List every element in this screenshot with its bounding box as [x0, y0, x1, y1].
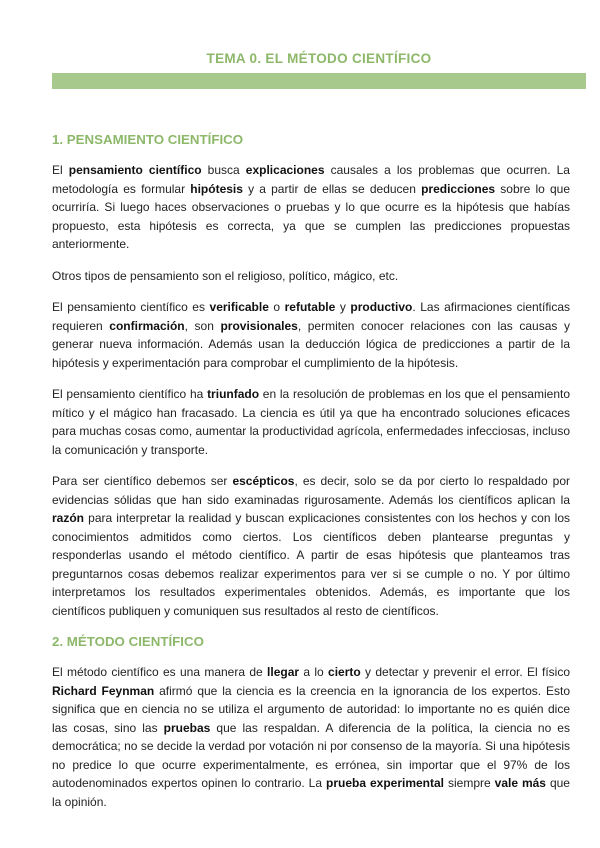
bold-term: predicciones — [421, 181, 496, 196]
paragraph — [52, 161, 570, 254]
text-run: , es decir, solo se da por cierto lo respaldado por evidencias sólidas que han sido examinadas rigurosamente. Además los científicos aplican la — [52, 474, 570, 507]
text-run: El — [52, 163, 69, 177]
document-body — [52, 131, 570, 824]
paragraph — [52, 472, 570, 620]
text-run: siempre — [444, 776, 495, 790]
bold-term: provisionales — [220, 318, 298, 333]
text-run: para interpretar la realidad y buscan explicaciones consistentes con los hechos y con los conocimientos admitidos como ciertos. Los científicos deben plantearse preguntas y responderlas usando el método científico. A partir de esas hipótesis que planteamos tras preguntarnos cosas debemos realizar experimentos para ver si se cumple o no. Y por último interpretamos los resultados experimentales obtenidos. Además, es importante que los científicos publiquen y comuniquen sus resultados al resto de científicos. — [52, 511, 570, 618]
text-run: causales a los problemas que ocurren. La metodología es formular — [52, 163, 570, 196]
bold-term: confirmación — [109, 318, 185, 333]
bold-term: razón — [52, 511, 85, 525]
text-run: y a partir de ellas se deducen — [242, 181, 422, 196]
text-run: que las respaldan. A diferencia de la política, la ciencia no es democrática; no se decide la verdad por votación ni por consenso de la mayoría. Si una hipótesis no predice lo que ocurre experimentalmente, es errónea, sin importar que el 97% de los autodenominados expertos opinen lo contrario. La — [52, 720, 570, 790]
bold-term: verificable — [209, 300, 269, 314]
bold-term: cierto — [328, 665, 361, 679]
section-heading-metodo: 2. MÉTODO CIENTÍFICO — [52, 634, 204, 649]
text-run: Para ser científico debemos ser — [52, 474, 233, 488]
bold-term: explicaciones — [245, 163, 325, 177]
bold-term: triunfado — [207, 387, 260, 401]
bold-term: Richard Feynman — [52, 683, 155, 698]
text-run: en la resolución de problemas en los que el pensamiento mítico y el mágico han fracasado. La ciencia es útil ya que ha encontrado soluciones eficaces para muchas cosas como, aumentar la productividad agrícola, enfermedades infecciosas, incluso la comunicación y transporte. — [52, 387, 570, 457]
paragraph — [52, 298, 570, 372]
bold-term: prueba experimental — [326, 776, 445, 790]
bold-term: escépticos — [232, 474, 295, 488]
paragraph — [52, 663, 570, 811]
text-run: Otros tipos de pensamiento son el religioso, político, mágico, etc. — [52, 268, 399, 283]
text-run: El método científico es una manera de — [52, 665, 268, 679]
bold-term: pensamiento científico — [68, 163, 202, 177]
text-run: sobre lo que ocurriría. Si luego haces observaciones o pruebas y lo que ocurre es la hipótesis que habías propuesto, esta hipótesis es correcta, ya que se cumplen las predicciones propuestas anteriormente. — [52, 181, 571, 251]
text-run: o — [268, 300, 285, 314]
text-run: , permiten conocer relaciones con las causas y generar nueva información. Además usan la deducción lógica de predicciones a partir de la hipótesis y experimentación para comprobar el cumplimiento de la hipótesis. — [52, 318, 570, 370]
text-run: afirmó que la ciencia es la creencia en la ignorancia de los expertos. Esto significa que en ciencia no se utiliza el argumento de autoridad: lo importante no es quién dice las cosas, sino las — [52, 683, 570, 735]
bold-term: vale más — [494, 776, 546, 790]
text-run: El pensamiento científico es — [52, 300, 210, 314]
text-run: que la opinión. — [52, 776, 570, 809]
bold-term: llegar — [267, 665, 300, 679]
document-title: TEMA 0. EL MÉTODO CIENTÍFICO — [206, 51, 432, 66]
bold-term: refutable — [284, 300, 336, 314]
text-run: a lo — [299, 665, 329, 679]
text-run: . Las afirmaciones científicas requieren — [52, 300, 571, 333]
section-heading-pensamiento: 1. PENSAMIENTO CIENTÍFICO — [52, 132, 244, 147]
text-run: El pensamiento científico ha — [52, 387, 208, 401]
bold-term: productivo — [350, 300, 413, 314]
bold-term: hipótesis — [190, 181, 243, 196]
paragraph — [52, 385, 570, 459]
text-run: busca — [201, 163, 246, 177]
paragraph — [52, 267, 570, 286]
text-run: y — [335, 300, 351, 314]
title-underline-bar — [52, 73, 586, 89]
text-run: y detectar y prevenir el error. El físico — [360, 665, 571, 679]
bold-term: pruebas — [163, 720, 211, 735]
text-run: , son — [184, 318, 221, 333]
